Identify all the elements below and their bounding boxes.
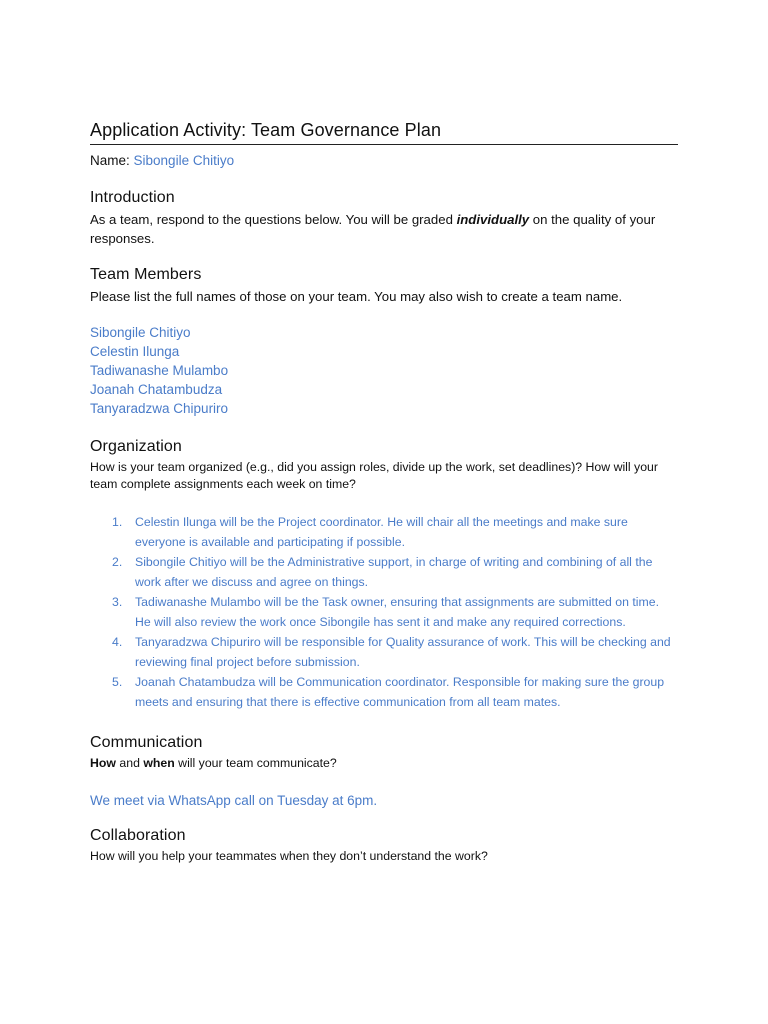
- communication-prompt-how: How: [90, 756, 116, 770]
- list-number: 3.: [112, 595, 123, 609]
- introduction-section: [90, 189, 678, 248]
- team-members-section: [90, 266, 678, 418]
- list-number: 2.: [112, 555, 123, 569]
- team-members-list: [90, 323, 678, 418]
- name-line: [90, 151, 678, 170]
- collaboration-heading: Collaboration: [90, 827, 186, 844]
- list-item: [90, 552, 678, 592]
- list-number: 5.: [112, 675, 123, 689]
- communication-section: [90, 734, 678, 810]
- document-content: [90, 120, 678, 865]
- name-label: Name:: [90, 153, 130, 168]
- name-value: Sibongile Chitiyo: [133, 153, 235, 168]
- list-item-text: Sibongile Chitiyo will be the Administrative support, in charge of writing and combining of all the work after we discuss and agree on things.: [135, 555, 653, 589]
- communication-prompt-end: will your team communicate?: [174, 756, 337, 770]
- organization-prompt: How is your team organized (e.g., did you assign roles, divide up the work, set deadlines)? How will your team complete assignments each week on time?: [90, 460, 658, 491]
- document-title: Application Activity: Team Governance Plan: [90, 120, 678, 145]
- list-item-text: Joanah Chatambudza will be Communication coordinator. Responsible for making sure the group meets and ensuring that there is effective communication from all team mates.: [135, 675, 665, 709]
- list-item-text: Tanyaradzwa Chipuriro will be responsible for Quality assurance of work. This will be checking and reviewing final project before submission.: [135, 635, 671, 669]
- list-item: [90, 632, 678, 672]
- collaboration-prompt: How will you help your teammates when they don’t understand the work?: [90, 849, 488, 863]
- introduction-text-start: As a team, respond to the questions below. You will be graded: [90, 212, 457, 227]
- list-item: [90, 672, 678, 712]
- list-item-text: Celestin Ilunga will be the Project coordinator. He will chair all the meetings and make sure everyone is available and participating if possible.: [135, 515, 628, 549]
- communication-prompt: [90, 755, 678, 772]
- introduction-text-end: on the quality of your responses.: [90, 212, 656, 246]
- communication-answer: We meet via WhatsApp call on Tuesday at 6pm.: [90, 793, 378, 808]
- introduction-emphasis: individually: [456, 212, 530, 227]
- list-number: 4.: [112, 635, 123, 649]
- communication-prompt-when: when: [143, 756, 175, 770]
- list-item: [90, 512, 678, 552]
- team-member: Tadiwanashe Mulambo: [90, 363, 229, 378]
- list-item: [90, 592, 678, 632]
- introduction-heading: Introduction: [90, 189, 175, 206]
- list-item-text: Tadiwanashe Mulambo will be the Task owner, ensuring that assignments are submitted on time. He will also review the work once Sibongile has sent it and make any required corrections.: [135, 595, 660, 629]
- team-members-prompt: Please list the full names of those on your team. You may also wish to create a team name.: [90, 289, 623, 304]
- organization-heading: Organization: [90, 438, 182, 455]
- team-member: Tanyaradzwa Chipuriro: [90, 401, 229, 416]
- communication-heading: Communication: [90, 734, 203, 751]
- introduction-text: [90, 210, 678, 248]
- team-member: Celestin Ilunga: [90, 344, 180, 359]
- team-member: Sibongile Chitiyo: [90, 325, 191, 340]
- organization-section: [90, 438, 678, 712]
- organization-list: [90, 512, 678, 712]
- list-number: 1.: [112, 515, 123, 529]
- team-member: Joanah Chatambudza: [90, 382, 223, 397]
- communication-prompt-and: and: [115, 756, 144, 770]
- collaboration-section: [90, 827, 678, 865]
- team-members-heading: Team Members: [90, 266, 202, 283]
